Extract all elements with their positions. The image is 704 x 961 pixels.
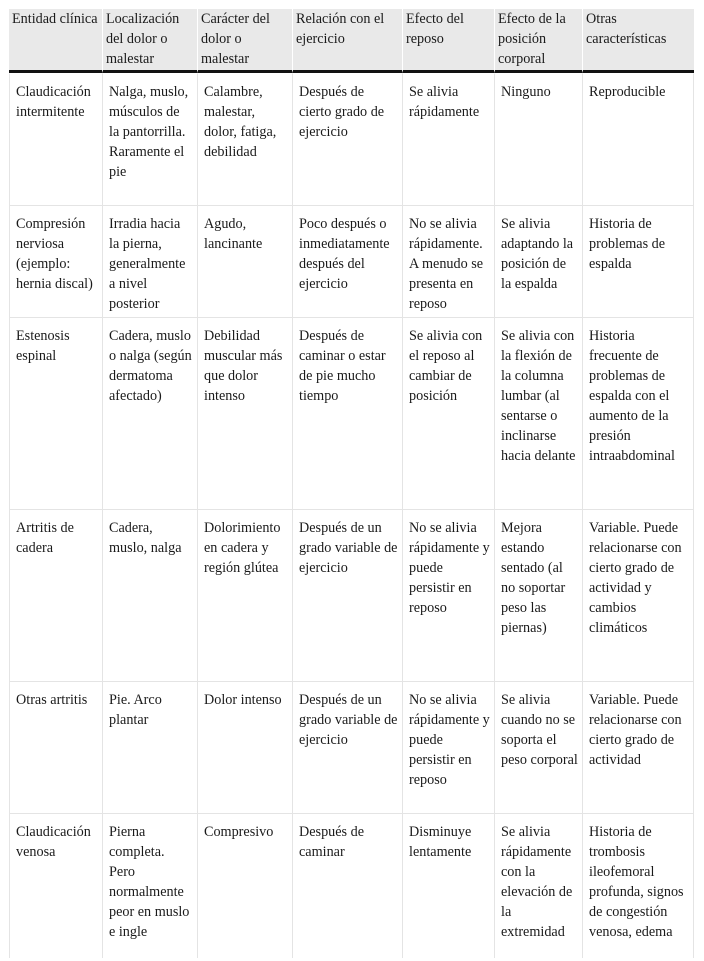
cell-caracter: Calambre, malestar, dolor, fatiga, debilidad [198,73,293,206]
cell-relacion: Después de cierto grado de ejercicio [293,73,403,206]
header-otras-caracteristicas: Otras características [583,9,694,73]
differential-diagnosis-table [9,9,694,958]
cell-relacion: Poco después o inmediatamente después del ejercicio [293,206,403,318]
cell-relacion: Después de un grado variable de ejercicio [293,682,403,814]
table-row [9,73,694,206]
cell-reposo: No se alivia rápidamente. A menudo se presenta en reposo [403,206,495,318]
cell-otras: Variable. Puede relacionarse con cierto grado de actividad y cambios climáticos [583,510,694,682]
header-localizacion: Localización del dolor o malestar [103,9,198,73]
table-header [9,9,694,73]
cell-entidad: Claudicación intermitente [9,73,103,206]
cell-localizacion: Pie. Arco plantar [103,682,198,814]
cell-otras: Variable. Puede relacionarse con cierto grado de actividad [583,682,694,814]
cell-caracter: Dolorimiento en cadera y región glútea [198,510,293,682]
cell-relacion: Después de caminar o estar de pie mucho tiempo [293,318,403,510]
cell-localizacion: Nalga, muslo, músculos de la pantorrilla. Raramente el pie [103,73,198,206]
cell-localizacion: Irradia hacia la pierna, generalmente a nivel posterior [103,206,198,318]
cell-entidad: Estenosis espinal [9,318,103,510]
cell-reposo: Se alivia rápidamente [403,73,495,206]
cell-posicion: Se alivia rápidamente con la elevación de la extremidad [495,814,583,958]
header-row [9,9,694,73]
cell-otras: Reproducible [583,73,694,206]
cell-localizacion: Cadera, muslo o nalga (según dermatoma afectado) [103,318,198,510]
table-row [9,510,694,682]
cell-localizacion: Pierna completa. Pero normalmente peor en muslo e ingle [103,814,198,958]
cell-reposo: Disminuye lentamente [403,814,495,958]
cell-posicion: Se alivia cuando no se soporta el peso corporal [495,682,583,814]
cell-reposo: No se alivia rápidamente y puede persistir en reposo [403,510,495,682]
table-body [9,73,694,958]
table-row [9,814,694,958]
table-row [9,206,694,318]
header-entidad-clinica: Entidad clínica [9,9,103,73]
cell-posicion: Mejora estando sentado (al no soportar peso las piernas) [495,510,583,682]
cell-relacion: Después de caminar [293,814,403,958]
cell-entidad: Otras artritis [9,682,103,814]
cell-posicion: Se alivia adaptando la posición de la espalda [495,206,583,318]
cell-reposo: No se alivia rápidamente y puede persistir en reposo [403,682,495,814]
cell-posicion: Ninguno [495,73,583,206]
cell-caracter: Compresivo [198,814,293,958]
cell-entidad: Artritis de cadera [9,510,103,682]
header-efecto-reposo: Efecto del reposo [403,9,495,73]
cell-otras: Historia frecuente de problemas de espalda con el aumento de la presión intraabdominal [583,318,694,510]
cell-posicion: Se alivia con la flexión de la columna lumbar (al sentarse o inclinarse hacia delante [495,318,583,510]
cell-localizacion: Cadera, muslo, nalga [103,510,198,682]
cell-entidad: Compresión nerviosa (ejemplo: hernia discal) [9,206,103,318]
cell-otras: Historia de problemas de espalda [583,206,694,318]
table-row [9,318,694,510]
cell-reposo: Se alivia con el reposo al cambiar de posición [403,318,495,510]
cell-relacion: Después de un grado variable de ejercicio [293,510,403,682]
header-caracter: Carácter del dolor o malestar [198,9,293,73]
cell-otras: Historia de trombosis ileofemoral profunda, signos de congestión venosa, edema [583,814,694,958]
cell-caracter: Dolor intenso [198,682,293,814]
header-relacion-ejercicio: Relación con el ejercicio [293,9,403,73]
header-efecto-posicion: Efecto de la posición corporal [495,9,583,73]
cell-caracter: Debilidad muscular más que dolor intenso [198,318,293,510]
cell-caracter: Agudo, lancinante [198,206,293,318]
cell-entidad: Claudicación venosa [9,814,103,958]
table-row [9,682,694,814]
